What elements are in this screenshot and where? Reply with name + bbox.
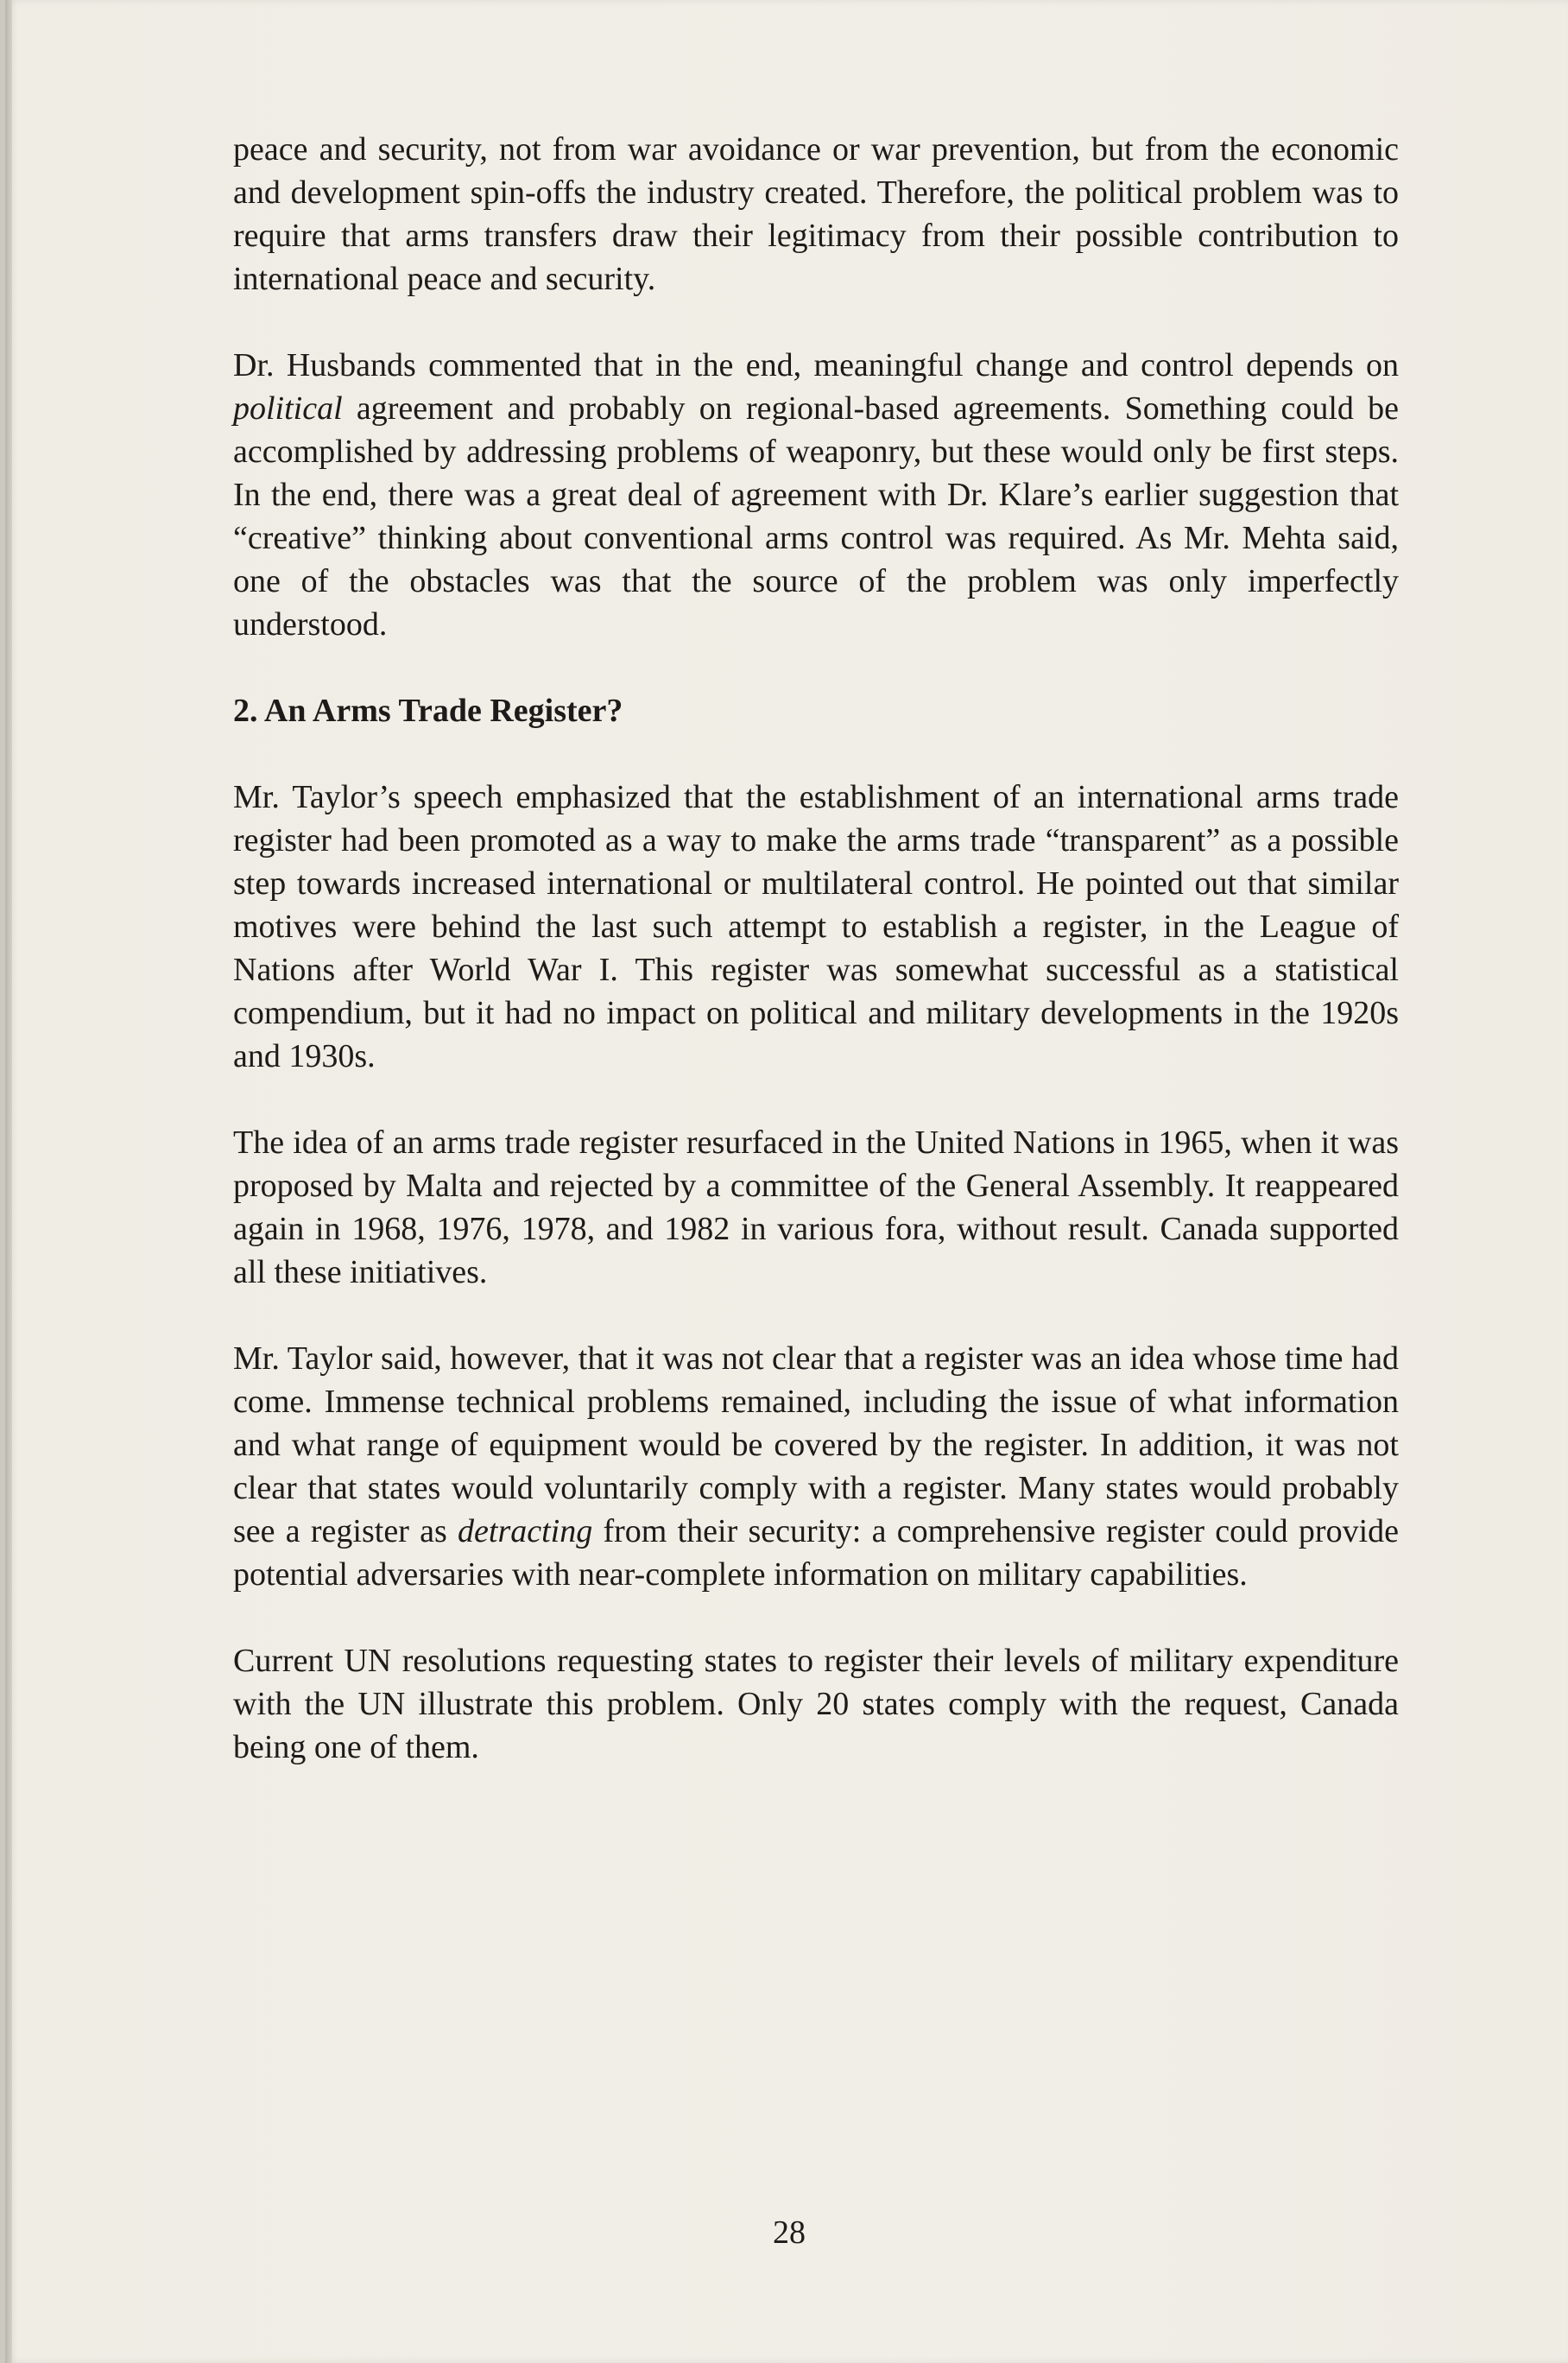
paragraph-husbands xyxy=(233,344,1399,646)
paragraph-husbands-text-1: Dr. Husbands commented that in the end, meaningful change and control depends on xyxy=(233,347,1399,383)
paragraph-un-resolutions: Current UN resolutions requesting states to register their levels of military expenditure with the UN illustrate this problem. Only 20 states comply with the request, Canada being one of them. xyxy=(233,1643,1399,1765)
emphasis-political: political xyxy=(233,390,343,427)
text-column xyxy=(233,128,1399,1812)
paragraph-taylor-caveat-text-1: Mr. Taylor said, however, that it was not clear that a register was an idea whose time had come. Immense technical problems remained, including the issue of what information and what range of equipment would be covered by the register. In addition, it was not clear that states would voluntarily comply with a register. Many states would probably see a register as xyxy=(233,1340,1399,1549)
book-page xyxy=(5,0,1568,2363)
paragraph-register-history: The idea of an arms trade register resurfaced in the United Nations in 1965, when it was proposed by Malta and rejected by a committee of the General Assembly. It reappeared again in 1968, 1976, 1978, and 1982 in various fora, without result. Canada supported all these initiatives. xyxy=(233,1124,1399,1290)
paragraph-peace-security: peace and security, not from war avoidance or war prevention, but from the economic and development spin-offs the industry created. Therefore, the political problem was to require that arms transfers draw their legitimacy from their possible contribution to international peace and security. xyxy=(233,131,1399,297)
section-heading: 2. An Arms Trade Register? xyxy=(233,693,623,729)
paragraph-taylor-caveat xyxy=(233,1337,1399,1596)
paragraph-taylor-caveat-text-2: from their security: a comprehensive register could provide potential adversaries with near-complete information on military capabilities. xyxy=(233,1513,1399,1593)
page-binding-edge xyxy=(5,0,12,2363)
paragraph-taylor-speech: Mr. Taylor’s speech emphasized that the establishment of an international arms trade register had been promoted as a way to make the arms trade “transparent” as a possible step towards increased international or multilateral control. He pointed out that similar motives were behind the last such attempt to establish a register, in the League of Nations after World War I. This register was somewhat successful as a statistical compendium, but it had no impact on political and military developments in the 1920s and 1930s. xyxy=(233,779,1399,1074)
emphasis-detracting: detracting xyxy=(458,1513,593,1549)
paragraph-husbands-text-2: agreement and probably on regional-based agreements. Something could be accomplished by addressing problems of weaponry, but these would only be first steps. In the end, there was a great deal of agreement with Dr. Klare’s earlier suggestion that “creative” thinking about conventional arms control was required. As Mr. Mehta said, one of the obstacles was that the source of the problem was only imperfectly understood. xyxy=(233,390,1399,643)
page-number: 28 xyxy=(773,2214,806,2251)
